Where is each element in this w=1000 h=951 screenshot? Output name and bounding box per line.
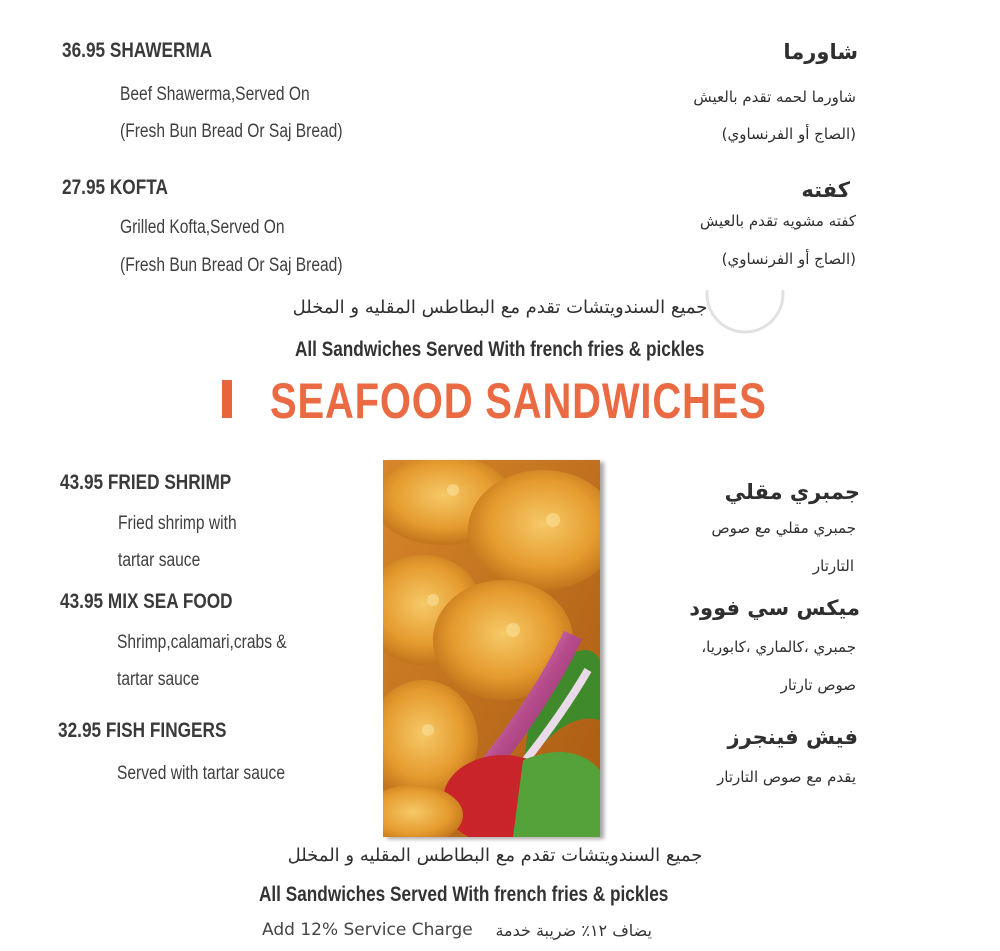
service-charge-en: Add 12% Service Charge	[262, 920, 473, 940]
item-shawerma-desc-line2: (Fresh Bun Bread Or Saj Bread)	[120, 121, 343, 142]
item-kofta-price-name: 27.95 KOFTA	[62, 176, 168, 199]
item-fried-shrimp-desc-line2: tartar sauce	[118, 550, 201, 571]
item-mix-sea-food-ar-desc1: جمبري ،كالماري ،كابوريا،	[701, 638, 856, 656]
item-shawerma-ar-title: شاورما	[783, 40, 858, 64]
item-mix-sea-food-desc-line1: Shrimp,calamari,crabs &	[117, 632, 287, 653]
item-mix-sea-food-price-name: 43.95 MIX SEA FOOD	[60, 590, 233, 613]
note-bottom-en: All Sandwiches Served With french fries & pickles	[259, 883, 669, 906]
item-shawerma-price-name: 36.95 SHAWERMA	[62, 39, 213, 62]
section-title: SEAFOOD SANDWICHES	[270, 373, 767, 429]
item-mix-sea-food-ar-title: ميكس سي فوود	[689, 596, 860, 620]
item-fish-fingers-desc-line1: Served with tartar sauce	[117, 763, 285, 784]
item-fish-fingers-ar-desc1: يقدم مع صوص التارتار	[717, 768, 856, 786]
item-shawerma-ar-desc2: (الصاج أو الفرنساوي)	[721, 125, 856, 143]
item-kofta-desc-line2: (Fresh Bun Bread Or Saj Bread)	[120, 255, 343, 276]
item-fish-fingers-ar-title: فيش فينجرز	[727, 725, 858, 749]
note-top-en: All Sandwiches Served With french fries & pickles	[295, 338, 705, 361]
note-bottom-ar: جميع السندويتشات تقدم مع البطاطس المقليه و المخلل	[287, 845, 703, 866]
item-shawerma-desc-line1: Beef Shawerma,Served On	[120, 84, 310, 105]
item-kofta-ar-title: كفته	[801, 178, 850, 202]
item-mix-sea-food-desc-line2: tartar sauce	[117, 669, 200, 690]
item-fried-shrimp-ar-title: جمبري مقلي	[724, 480, 860, 504]
section-accent-bar	[222, 380, 232, 418]
item-fried-shrimp-price-name: 43.95 FRIED SHRIMP	[60, 471, 232, 494]
item-fried-shrimp-desc-line1: Fried shrimp with	[118, 513, 237, 534]
item-fried-shrimp-ar-desc2: التارتار	[812, 557, 854, 575]
item-mix-sea-food-ar-desc2: صوص تارتار	[780, 676, 856, 694]
item-shawerma-ar-desc1: شاورما لحمه تقدم بالعيش	[693, 88, 856, 106]
fried-shrimp-photo	[383, 460, 600, 837]
item-kofta-ar-desc2: (الصاج أو الفرنساوي)	[721, 250, 856, 268]
item-fried-shrimp-ar-desc1: جمبري مقلي مع صوص	[711, 519, 856, 537]
item-kofta-desc-line1: Grilled Kofta,Served On	[120, 217, 285, 238]
note-top-ar: جميع السندويتشات تقدم مع البطاطس المقليه و المخلل	[292, 297, 708, 318]
service-charge-ar: يضاف ١٢٪ ضريبة خدمة	[495, 921, 652, 940]
item-kofta-ar-desc1: كفته مشويه تقدم بالعيش	[699, 212, 856, 230]
item-fish-fingers-price-name: 32.95 FISH FINGERS	[58, 719, 227, 742]
